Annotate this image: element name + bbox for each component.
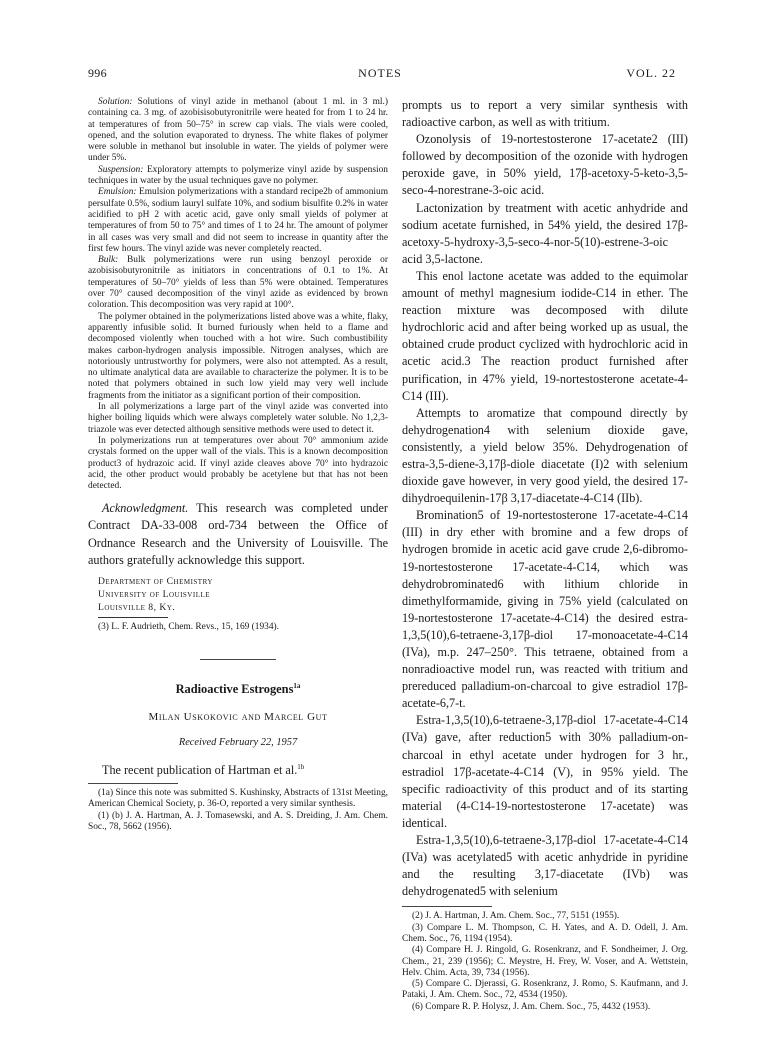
label-suspension: Suspension: xyxy=(98,164,144,175)
paragraph-solution xyxy=(88,97,388,165)
paragraph-lactonization: Lactonization by treatment with acetic anhydride and sodium acetate furnished, in 54% yield, the desired 17β-acetoxy-5-hydroxy-3,5-seco-4-nor-5(10)-estrene-3-oic acid 3,5-lactone. xyxy=(402,200,688,266)
text-bulk: Bulk polymerizations were run using benzoyl peroxide or azobisisobutyronitrile as initiators in concentrations of 0.1 to 1%. At temperatures of 50–70° yields of less than 5% were obtained. Temperatures over 70° caused decomposition of the vinyl azide as evidenced by brown coloration. This decomposition was very rapid at 100°. xyxy=(88,255,388,311)
article-title-footnote-mark: 1a xyxy=(293,681,301,690)
article-opening-line xyxy=(88,762,388,779)
acknowledgment xyxy=(88,500,388,568)
page-number: 996 xyxy=(88,66,107,80)
right-column xyxy=(402,97,688,1013)
footnote-3: (3) Compare L. M. Thompson, C. H. Yates, and A. D. Odell, J. Am. Chem. Soc., 76, 1194 (1954). xyxy=(402,922,688,944)
running-title: NOTES xyxy=(358,66,402,80)
acknowledgment-text: This research was completed under Contract DA-33-008 ord-734 between the Office of Ordnance Research and the University of Louisville. The authors gratefully acknowledge this support. xyxy=(88,501,388,567)
paragraph-aromatization: Attempts to aromatize that compound directly by dehydrogenation4 with selenium dioxide gave, consistently, a yield below 35%. Dehydrogenation of estra-3,5-diene-3,17β-diole diacetate (I)2 with selenium dioxide gave however, in very good yield, the desired 17-dihydroequilenin-17β 3,17-diacetate-4-C14 (IIb). xyxy=(402,405,688,506)
footnote-5: (5) Compare C. Djerassi, G. Rosenkranz, J. Romo, S. Kaufmann, and J. Pataki, J. Am. Chem. Soc., 72, 4534 (1950). xyxy=(402,979,688,1001)
address-line: Louisville 8, Ky. xyxy=(98,601,176,613)
paragraph-bromination: Bromination5 of 19-nortestosterone 17-acetate-4-C14 (III) in dry ether with bromine and a few drops of hydrogen bromide in acetic acid gave crude 2,6-dibromo-19-nortestosterone 17-acetate-4-C14, which was dehydrobrominated6 with lithium chloride in dimethylformamide, giving in 75% yield (calculated on 19-nortestosterone 17-acetate-4-C14) the desired estra-1,3,5(10),6-tetraene-3,17β-diol 17-monoacetate-4-C14 (IVa), m.p. 247–250°. This tetraene, obtained from a nonradioactive model run, was reacted with tritium and prereduced palladium-on-charcoal to give estradiol 17β-acetate-6,7-t. xyxy=(402,508,688,711)
footnote-2: (2) J. A. Hartman, J. Am. Chem. Soc., 77, 5151 (1955). xyxy=(412,911,620,922)
paragraph-bulk xyxy=(88,255,388,311)
footnote-divider xyxy=(88,783,178,784)
paragraph-grignard: This enol lactone acetate was added to the equimolar amount of methyl magnesium iodide-C14 in ether. The reaction mixture was decomposed with dilute hydrochloric acid and after being worked up as usual, the obtained crude product cyclized with hydrochloric acid in acetic acid.3 The reaction product furnished after purification, in 47% yield, 19-nortestosterone acetate-4-C14 (III). xyxy=(402,268,688,403)
paragraph-ozonolysis: Ozonolysis of 19-nortestosterone 17-acetate2 (III) followed by decomposition of the ozonide with hydrogen peroxide gave, in 50% yield, 17β-acetoxy-5-keto-3,5-seco-4-norestrane-3-oic acid. xyxy=(402,132,688,198)
footnote-divider xyxy=(98,617,168,618)
label-bulk: Bulk: xyxy=(98,255,119,266)
article-title-text: Radioactive Estrogens xyxy=(175,682,294,697)
left-column xyxy=(88,97,388,833)
footnote-4: (4) Compare H. J. Ringold, G. Rosenkranz, and F. Sondheimer, J. Org. Chem., 21, 239 (1956); C. Meystre, H. Frey, W. Voser, and A. Wettstein, Helv. Chim. Acta, 39, 734 (1956). xyxy=(402,945,688,978)
paragraph-triazole: In all polymerizations a large part of the vinyl azide was converted into higher boiling liquids which were always completely water soluble. No 1,2,3-triazole was ever detected although sensitive methods were used to detect it. xyxy=(88,402,388,435)
paragraph-emulsion xyxy=(88,187,388,255)
footnote-1b: (1) (b) J. A. Hartman, A. J. Tomasewski, and A. S. Dreiding, J. Am. Chem. Soc., 78, 5662 (1956). xyxy=(88,810,388,833)
opening-footnote-mark: 1b xyxy=(297,763,305,771)
footnote-1a: (1a) Since this note was submitted S. Kushinsky, Abstracts of 131st Meeting, American Chemical Society, p. 36-O, reported a very similar synthesis. xyxy=(88,788,388,810)
address-line: University of Louisville xyxy=(98,588,211,600)
paragraph-continuation: prompts us to report a very similar synthesis with radioactive carbon, as well as with tritium. xyxy=(402,98,688,130)
article-authors: Milan Uskokovic and Marcel Gut xyxy=(148,711,328,724)
opening-text: The recent publication of Hartman et al. xyxy=(102,763,298,778)
label-solution: Solution: xyxy=(98,97,133,107)
paragraph-acetylation: Estra-1,3,5(10),6-tetraene-3,17β-diol 17-acetate-4-C14 (IVa) was acetylated5 with acetic anhydride in pyridine and the resulting 3,17-diacetate (IVb) was dehydrogenated5 with selenium xyxy=(402,833,688,899)
label-emulsion: Emulsion: xyxy=(98,187,137,198)
footnote-divider xyxy=(402,906,492,907)
paragraph-reduction: Estra-1,3,5(10),6-tetraene-3,17β-diol 17-acetate-4-C14 (IVa) gave, after reduction5 with 30% palladium-on-charcoal in ethyl acetate under hydrogen for 3 hr., estradiol 17β-acetate-4-C14 (V), in 95% yield. The specific radioactivity of this product and of its starting material (4-C14-19-nortestosterone 17-acetate) was identical. xyxy=(402,713,688,830)
volume-label: VOL. 22 xyxy=(626,66,676,80)
author-address xyxy=(88,575,388,614)
text-suspension: Exploratory attempts to polymerize vinyl azide by suspension techniques in water by the usual techniques gave no polymer. xyxy=(88,164,388,187)
text-emulsion: Emulsion polymerizations with a standard recipe2b of ammonium persulfate 0.5%, sodium lauryl sulfate 10%, and sodium bisulfite 0.2% in water acidified to pH 2 with acetic acid, gave only small yields of polymer at temperatures of from 50 to 75° and times of 1 to 24 hr. The amount of polymer in all cases was very small and did not seem to increase in quantity after the first few hours. The vinyl azide was never completely reacted. xyxy=(88,187,388,254)
text-solution: Solutions of vinyl azide in methanol (about 1 ml. in 3 ml.) containing ca. 3 mg. of azobisisobutyronitrile were heated for from 1 to 24 hr. at temperatures of from 50–75° in screw cap vials. The vials were cooled, opened, and the solution evaporated to dryness. The white flakes of polymer were soluble in methanol but insoluble in water. The yields of polymer were under 5%. xyxy=(88,97,388,164)
paragraph-ammonium-azide: In polymerizations run at temperatures over about 70° ammonium azide crystals formed on the upper wall of the vials. This is a known decomposition product3 of hydrazoic acid. If vinyl azide cleaves above 70° into hydrazoic acid, the other product would probably be acetylene but that has not been detected. xyxy=(88,435,388,492)
paragraph-polymer: The polymer obtained in the polymerizations listed above was a white, flaky, apparently infusible solid. It burned furiously when held to a flame and decomposed violently when touched with a hot wire. Such combustibility makes carbon-hydrogen analysis impossible. Nitrogen analyses, which are notoriously untrustworthy for polymers, were also not attempted. As a result, no ultimate analytical data are available to characterize the polymer. It is to be noted that polymers obtained in such low yield may very well include fragments from the initiator as a significant portion of their composition. xyxy=(88,311,388,401)
acknowledgment-label: Acknowledgment. xyxy=(102,501,189,516)
address-line: Department of Chemistry xyxy=(98,575,213,587)
article-separator xyxy=(200,659,276,660)
reference-3: (3) L. F. Audrieth, Chem. Revs., 15, 169 (1934). xyxy=(98,621,280,632)
received-date: Received February 22, 1957 xyxy=(178,737,298,749)
article-title xyxy=(88,682,388,697)
footnote-6: (6) Compare R. P. Holysz, J. Am. Chem. Soc., 75, 4432 (1953). xyxy=(412,1001,651,1012)
paragraph-suspension xyxy=(88,165,388,188)
